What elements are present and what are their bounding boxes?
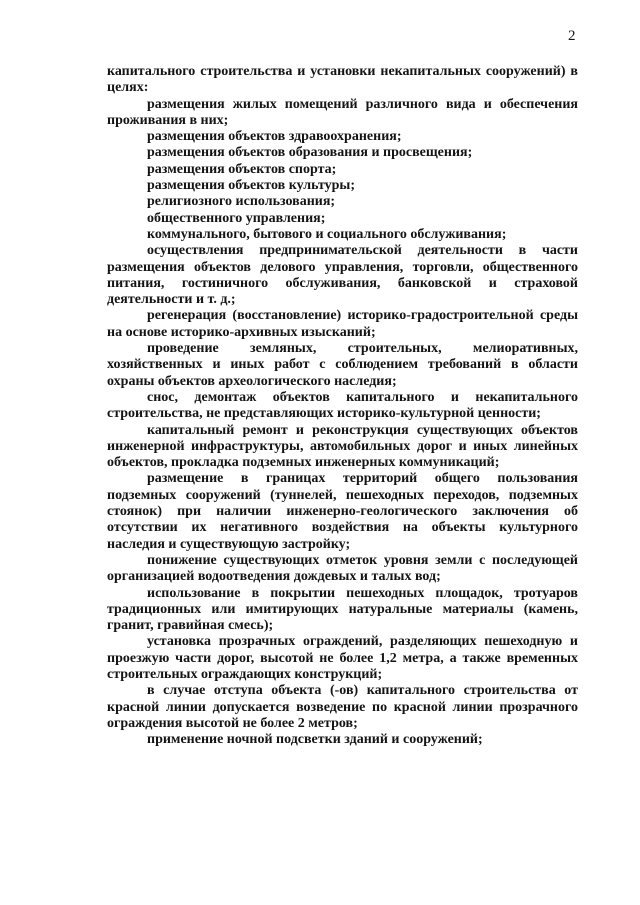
list-item: установка прозрачных ограждений, разделяющих пешеходную и проезжую части дорог, высотой не более 1,2 метра, а также временных строительных ограждающих конструкций; xyxy=(107,634,578,682)
list-item: капитальный ремонт и реконструкция существующих объектов инженерной инфраструктуры, автомобильных дорог и иных линейных объектов, прокладка подземных инженерных коммуникаций; xyxy=(107,422,578,471)
list-item: осуществления предпринимательской деятельности в части размещения объектов делового управления, торговли, общественного питания, гостиничного обслуживания, банковской и страховой деятельности и т. д.; xyxy=(107,243,578,308)
page-number: 2 xyxy=(568,28,576,44)
list-item: общественного управления; xyxy=(147,210,326,226)
list-item: размещения объектов образования и просвещения; xyxy=(147,145,473,161)
list-item: проведение земляных, строительных, мелиоративных, хозяйственных и иных работ с соблюдением требований в области охраны объектов археологического наследия; xyxy=(107,341,578,389)
list-item: размещения объектов культуры; xyxy=(147,178,356,194)
list-item: использование в покрытии пешеходных площадок, тротуаров традиционных или имитирующих натуральные материалы (камень, гранит, гравийная смесь); xyxy=(107,585,578,634)
paragraph-intro: капитального строительства и установки некапитальных сооружений) в целях: xyxy=(107,64,578,96)
list-item: применение ночной подсветки зданий и сооружений; xyxy=(147,732,483,748)
list-item: религиозного использования; xyxy=(147,194,336,210)
list-item: размещения жилых помещений различного вида и обеспечения проживания в них; xyxy=(107,96,578,128)
list-item: размещение в границах территорий общего пользования подземных сооружений (туннелей, пешеходных переходов, подземных стоянок) при наличии инженерно-геологического заключения об отсутствии их негативного воздействия на объекты культурного наследия и существующую застройку; xyxy=(107,471,578,552)
list-item: понижение существующих отметок уровня земли с последующей организацией водоотведения дождевых и талых вод; xyxy=(107,552,578,585)
list-item: регенерация (восстановление) историко-градостроительной среды на основе историко-архивных изысканий; xyxy=(107,308,578,340)
list-item: размещения объектов спорта; xyxy=(147,161,337,177)
list-item: снос, демонтаж объектов капитального и некапитального строительства, не представляющих историко-культурной ценности; xyxy=(107,389,578,422)
list-item: коммунального, бытового и социального обслуживания; xyxy=(147,226,507,242)
document-body xyxy=(107,64,578,748)
list-item: размещения объектов здравоохранения; xyxy=(147,129,402,145)
list-item: в случае отступа объекта (-ов) капитального строительства от красной линии допускается возведение по красной линии прозрачного ограждения высотой не более 2 метров; xyxy=(107,683,578,731)
